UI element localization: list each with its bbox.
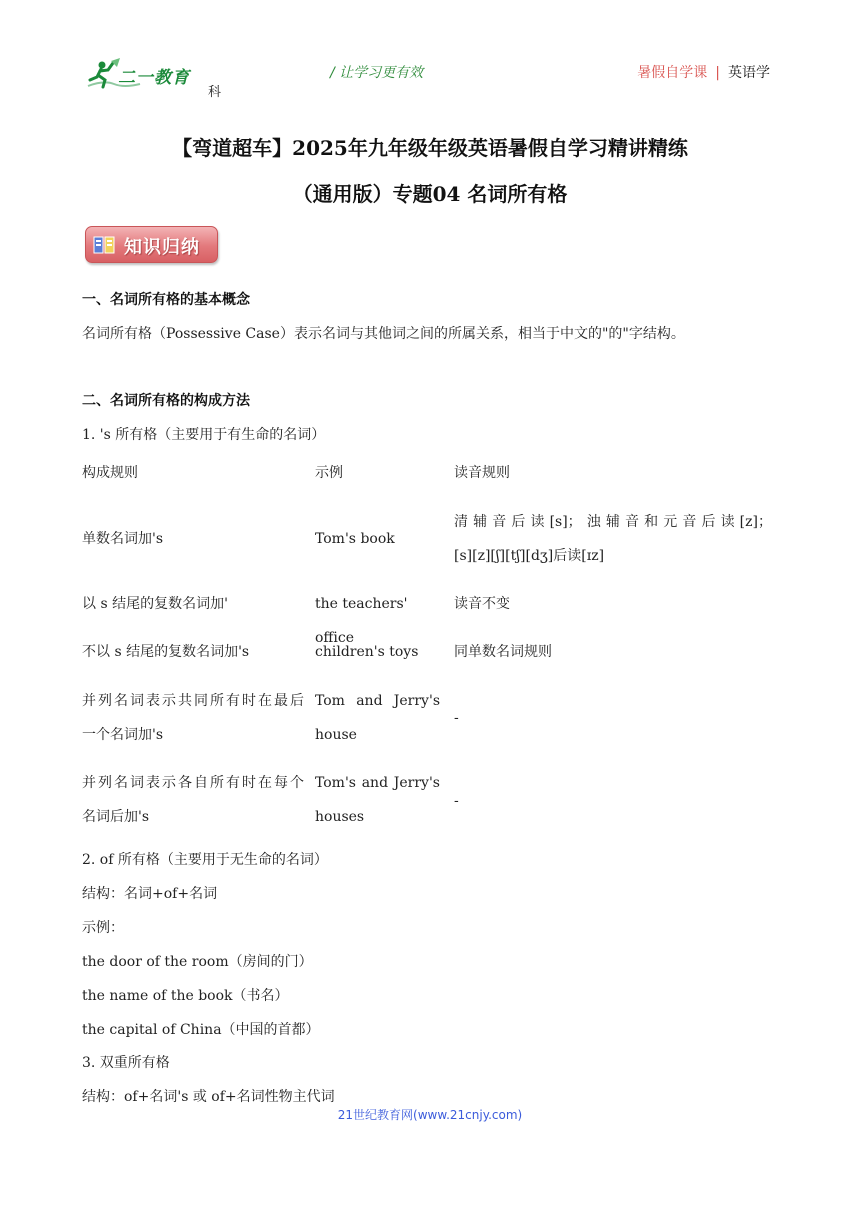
subsection1-title: 1. 's 所有格（主要用于有生命的名词） <box>82 427 326 443</box>
header-slogan: / 让学习更有效 <box>330 65 424 81</box>
table-cell-rule: 并列名词表示共同所有时在最后 <box>82 693 304 709</box>
header-subject: 英语学 <box>728 65 770 81</box>
table-cell-rule: 一个名词加's <box>82 727 164 743</box>
page-header <box>0 0 860 110</box>
examples-label: 示例： <box>82 920 124 936</box>
logo-text: 二一教育 <box>118 68 190 88</box>
section1-text: 名词所有格（Possessive Case）表示名词与其他词之间的所属关系，相当于中文的"的"字结构。 <box>82 326 685 342</box>
table-cell-rule: 名词后加's <box>82 809 150 825</box>
table-header-example: 示例 <box>315 465 343 481</box>
table-cell-example: houses <box>315 809 365 825</box>
example-item: the capital of China（中国的首都） <box>82 1022 320 1038</box>
badge-label: 知识归纳 <box>124 237 200 258</box>
table-cell-example: Tom's book <box>315 531 395 547</box>
table-cell-example: house <box>315 727 357 743</box>
table-cell-example: the teachers' office <box>315 596 408 646</box>
table-cell-rule: 单数名词加's <box>82 531 164 547</box>
table-cell-sound: - <box>454 793 459 809</box>
knowledge-summary-badge <box>85 226 218 263</box>
table-cell-example: children's toys <box>315 644 419 660</box>
subsection2-structure: 结构：名词+of+名词 <box>82 886 218 902</box>
table-cell-sound: 读音不变 <box>454 596 510 612</box>
document-title-line1: 【弯道超车】2025年九年级年级英语暑假自学习精讲精练 <box>172 136 688 160</box>
table-header-sound: 读音规则 <box>454 465 510 481</box>
subsection2-title: 2. of 所有格（主要用于无生命的名词） <box>82 852 328 868</box>
book-icon <box>92 233 116 257</box>
example-item: the door of the room（房间的门） <box>82 954 313 970</box>
table-header-rule: 构成规则 <box>82 465 138 481</box>
header-suffix: 科 <box>208 85 222 100</box>
table-cell-sound: 清辅音后读[s]；浊辅音和元音后读[z]； <box>454 514 772 530</box>
section2-heading: 二、名词所有格的构成方法 <box>82 393 250 409</box>
example-item: the name of the book（书名） <box>82 988 289 1004</box>
subsection3-structure: 结构：of+名词's 或 of+名词性物主代词 <box>82 1089 335 1105</box>
header-course: 暑假自学课 <box>637 65 708 81</box>
table-cell-sound: 同单数名词规则 <box>454 644 552 660</box>
section1-heading: 一、名词所有格的基本概念 <box>82 292 250 308</box>
table-cell-rule: 不以 s 结尾的复数名词加's <box>82 644 250 660</box>
document-title-line2: （通用版）专题04 名词所有格 <box>292 182 568 206</box>
page-footer: 21世纪教育网(www.21cnjy.com) <box>337 1108 523 1122</box>
header-course-info <box>637 62 770 82</box>
table-cell-sound: - <box>454 710 459 726</box>
table-cell-example: Tom's and Jerry's <box>315 775 440 791</box>
subsection3-title: 3. 双重所有格 <box>82 1055 170 1071</box>
header-separator: | <box>715 65 720 81</box>
table-cell-sound: [s][z][ʃ][tʃ][dʒ]后读[ɪz] <box>454 548 605 564</box>
table-cell-rule: 以 s 结尾的复数名词加' <box>82 596 228 612</box>
table-cell-example: Tom and Jerry's <box>315 693 440 709</box>
table-cell-rule: 并列名词表示各自所有时在每个 <box>82 775 304 791</box>
